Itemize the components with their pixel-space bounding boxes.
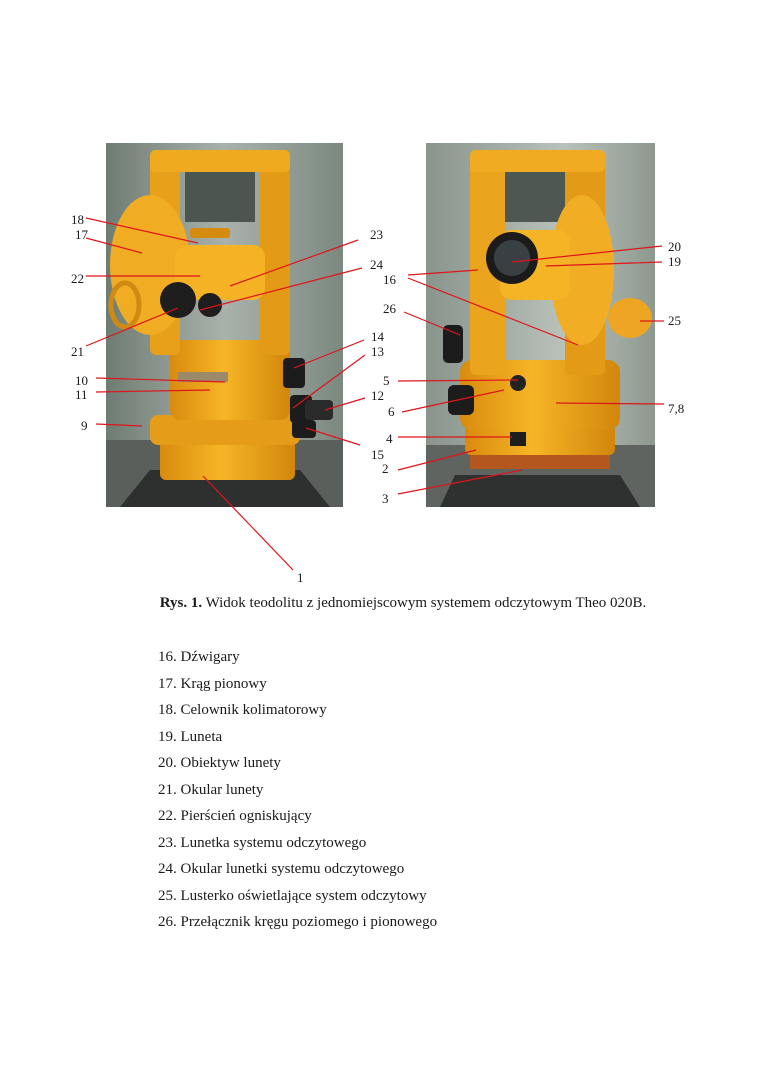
callout-3: 3: [382, 491, 389, 506]
legend-item: 17. Krąg pionowy: [158, 675, 267, 692]
callout-10: 10: [75, 373, 88, 388]
callout-26: 26: [383, 301, 396, 316]
callout-24: 24: [370, 257, 383, 272]
callout-14: 14: [371, 329, 384, 344]
legend-item: 25. Lusterko oświetlające system odczytowy: [158, 887, 427, 904]
figure-caption: [0, 595, 760, 612]
legend-item: 18. Celownik kolimatorowy: [158, 702, 327, 718]
callout-4: 4: [386, 431, 393, 446]
callout-11: 11: [75, 387, 88, 402]
callout-5: 5: [383, 373, 390, 388]
callout-7-8: 7,8: [668, 401, 685, 416]
callout-23: 23: [370, 227, 383, 242]
caption-label: Rys. 1.: [159, 595, 203, 611]
callout-25: 25: [668, 313, 681, 328]
photo-left: [106, 143, 343, 507]
callout-19: 19: [668, 254, 681, 269]
legend-item: 19. Luneta: [158, 728, 223, 745]
callout-9: 9: [81, 418, 88, 433]
callout-21: 21: [71, 344, 84, 359]
parts-legend: [158, 646, 437, 938]
callout-12: 12: [371, 388, 384, 403]
callout-1: 1: [297, 570, 304, 585]
callout-18: 18: [71, 212, 84, 227]
legend-item: 22. Pierścień ogniskujący: [158, 808, 312, 824]
callout-16: 16: [383, 272, 396, 287]
callout-20: 20: [668, 239, 681, 254]
legend-item: 23. Lunetka systemu odczytowego: [158, 834, 367, 851]
legend-item: 20. Obiektyw lunety: [158, 755, 281, 771]
callout-6: 6: [388, 404, 395, 419]
callout-17: 17: [75, 227, 88, 242]
callout-2: 2: [382, 461, 389, 476]
callout-13: 13: [371, 344, 384, 359]
legend-item: 24. Okular lunetki systemu odczytowego: [158, 861, 405, 877]
legend-item: 21. Okular lunety: [158, 781, 264, 798]
legend-item: 26. Przełącznik kręgu poziomego i pionowego: [158, 914, 438, 930]
callout-22: 22: [71, 271, 84, 286]
legend-item: 16. Dźwigary: [158, 649, 240, 665]
callout-15: 15: [371, 447, 384, 462]
photo-right: [426, 143, 655, 507]
caption-text: Widok teodolitu z jednomiejscowym systemem odczytowym Theo 020B.: [202, 595, 647, 611]
